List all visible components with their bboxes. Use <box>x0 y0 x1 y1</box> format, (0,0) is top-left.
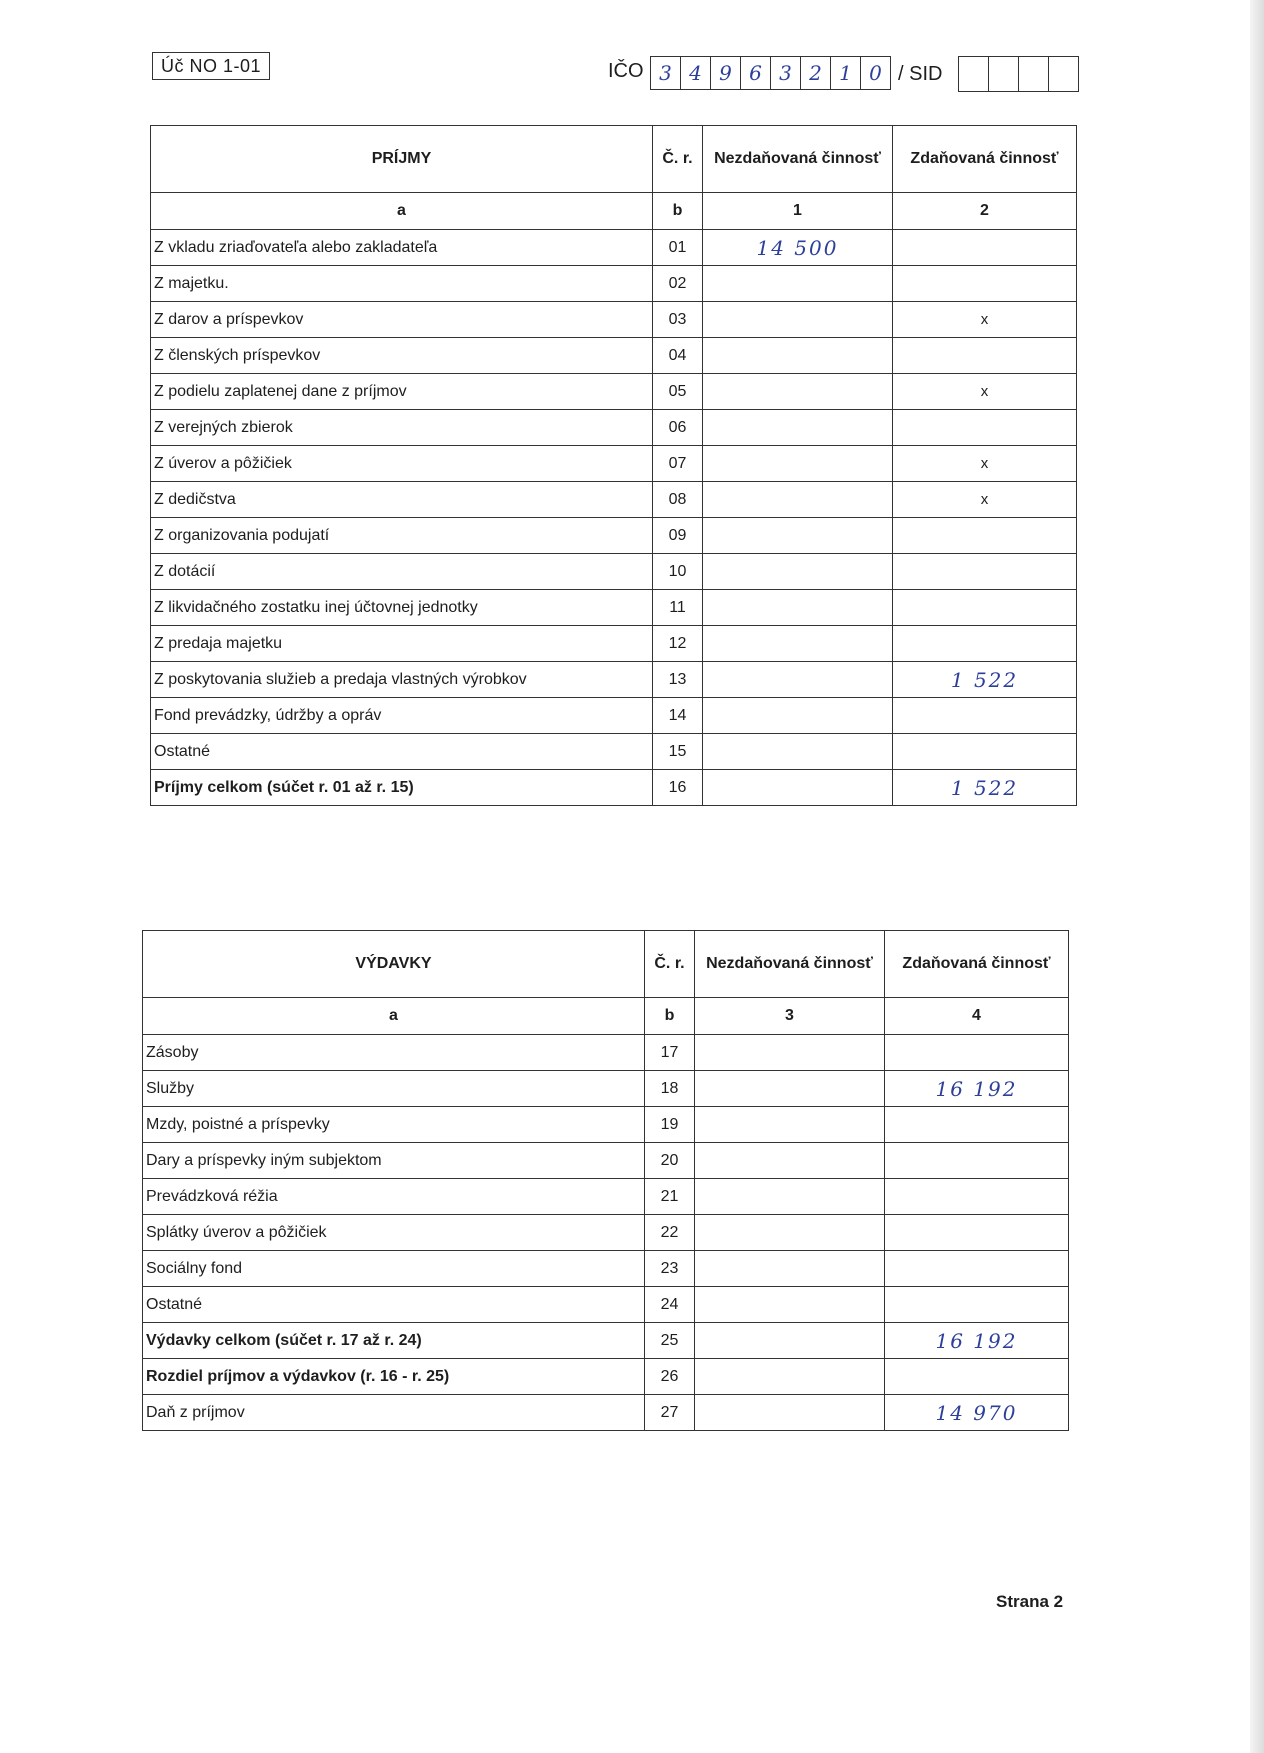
sid-box[interactable] <box>989 57 1019 91</box>
form-row <box>151 770 1077 806</box>
untaxed-amount-cell[interactable] <box>703 266 893 302</box>
sid-boxes <box>958 56 1079 92</box>
row-label: Z podielu zaplatenej dane z príjmov <box>151 374 653 410</box>
untaxed-amount-cell[interactable] <box>695 1395 885 1431</box>
row-label: Z likvidačného zostatku inej účtovnej jednotky <box>151 590 653 626</box>
sid-box[interactable] <box>959 57 989 91</box>
row-number: 10 <box>653 554 703 590</box>
sid-box[interactable] <box>1019 57 1049 91</box>
row-number: 11 <box>653 590 703 626</box>
form-row <box>143 1143 1069 1179</box>
expenses-subheader-row <box>143 998 1069 1035</box>
row-label: Sociálny fond <box>143 1251 645 1287</box>
form-row <box>151 302 1077 338</box>
ico-digit[interactable]: 2 <box>801 57 831 89</box>
untaxed-amount-cell[interactable] <box>703 734 893 770</box>
untaxed-amount-cell[interactable] <box>703 662 893 698</box>
taxed-amount-cell[interactable] <box>885 1107 1069 1143</box>
ico-digit[interactable]: 1 <box>831 57 861 89</box>
taxed-amount-cell[interactable] <box>893 518 1077 554</box>
expenses-table <box>142 930 1069 1431</box>
form-row <box>143 1179 1069 1215</box>
taxed-amount-cell[interactable] <box>893 230 1077 266</box>
form-row <box>143 1359 1069 1395</box>
taxed-amount-cell[interactable] <box>885 1359 1069 1395</box>
row-label: Výdavky celkom (súčet r. 17 až r. 24) <box>143 1323 645 1359</box>
column-code-a: a <box>143 998 645 1035</box>
row-number: 19 <box>645 1107 695 1143</box>
form-row <box>143 1215 1069 1251</box>
row-label: Mzdy, poistné a príspevky <box>143 1107 645 1143</box>
form-code: Úč NO 1-01 <box>152 52 270 80</box>
untaxed-amount-cell[interactable] <box>703 302 893 338</box>
untaxed-amount-cell[interactable] <box>703 410 893 446</box>
row-number: 09 <box>653 518 703 554</box>
ico-digit[interactable]: 3 <box>651 57 681 89</box>
row-label: Z členských príspevkov <box>151 338 653 374</box>
row-number: 26 <box>645 1359 695 1395</box>
ico-digit[interactable]: 3 <box>771 57 801 89</box>
untaxed-amount-cell[interactable] <box>695 1143 885 1179</box>
row-label: Dary a príspevky iným subjektom <box>143 1143 645 1179</box>
row-number: 20 <box>645 1143 695 1179</box>
row-label: Z vkladu zriaďovateľa alebo zakladateľa <box>151 230 653 266</box>
column-code-4: 4 <box>885 998 1069 1035</box>
form-row <box>143 1395 1069 1431</box>
form-row <box>151 590 1077 626</box>
taxed-amount-cell[interactable]: x <box>893 482 1077 518</box>
taxed-amount-cell[interactable]: 16 192 <box>885 1071 1069 1107</box>
untaxed-amount-cell[interactable] <box>703 590 893 626</box>
income-header-row <box>151 126 1077 193</box>
untaxed-amount-cell[interactable] <box>695 1251 885 1287</box>
column-code-a: a <box>151 193 653 230</box>
taxed-amount-cell[interactable] <box>893 410 1077 446</box>
untaxed-amount-cell[interactable] <box>695 1071 885 1107</box>
row-number: 21 <box>645 1179 695 1215</box>
form-row <box>151 338 1077 374</box>
row-label: Rozdiel príjmov a výdavkov (r. 16 - r. 25) <box>143 1359 645 1395</box>
form-row <box>143 1035 1069 1071</box>
row-number: 25 <box>645 1323 695 1359</box>
taxed-amount-cell[interactable] <box>893 590 1077 626</box>
income-subheader-row <box>151 193 1077 230</box>
untaxed-amount-cell[interactable] <box>695 1107 885 1143</box>
form-row <box>143 1251 1069 1287</box>
row-label: Splátky úverov a pôžičiek <box>143 1215 645 1251</box>
column-code-b: b <box>645 998 695 1035</box>
untaxed-amount-cell[interactable] <box>703 554 893 590</box>
row-label: Z verejných zbierok <box>151 410 653 446</box>
row-label: Fond prevádzky, údržby a opráv <box>151 698 653 734</box>
form-row <box>151 518 1077 554</box>
row-label: Služby <box>143 1071 645 1107</box>
untaxed-activity-header: Nezdaňovaná činnosť <box>695 931 885 998</box>
ico-label: IČO <box>608 60 644 82</box>
form-row <box>151 554 1077 590</box>
row-number: 05 <box>653 374 703 410</box>
row-label: Z poskytovania služieb a predaja vlastných výrobkov <box>151 662 653 698</box>
taxed-amount-cell[interactable] <box>885 1179 1069 1215</box>
form-row <box>151 410 1077 446</box>
row-number: 27 <box>645 1395 695 1431</box>
form-row <box>143 1287 1069 1323</box>
row-number-header: Č. r. <box>645 931 695 998</box>
column-code-b: b <box>653 193 703 230</box>
taxed-amount-cell[interactable]: x <box>893 302 1077 338</box>
form-row <box>143 1323 1069 1359</box>
taxed-amount-cell[interactable] <box>885 1251 1069 1287</box>
ico-digit[interactable]: 6 <box>741 57 771 89</box>
row-number: 12 <box>653 626 703 662</box>
untaxed-amount-cell[interactable] <box>703 770 893 806</box>
ico-digit-boxes <box>650 56 891 90</box>
untaxed-amount-cell[interactable]: 14 500 <box>703 230 893 266</box>
row-label: Ostatné <box>143 1287 645 1323</box>
taxed-amount-cell[interactable]: 1 522 <box>893 770 1077 806</box>
untaxed-amount-cell[interactable] <box>695 1179 885 1215</box>
row-number: 04 <box>653 338 703 374</box>
untaxed-amount-cell[interactable] <box>703 626 893 662</box>
row-label: Z majetku. <box>151 266 653 302</box>
taxed-amount-cell[interactable] <box>893 626 1077 662</box>
form-row <box>151 662 1077 698</box>
untaxed-amount-cell[interactable] <box>695 1323 885 1359</box>
ico-digit[interactable]: 9 <box>711 57 741 89</box>
row-label: Prevádzková réžia <box>143 1179 645 1215</box>
row-number: 22 <box>645 1215 695 1251</box>
row-number: 07 <box>653 446 703 482</box>
row-number: 13 <box>653 662 703 698</box>
row-label: Z organizovania podujatí <box>151 518 653 554</box>
form-row <box>151 734 1077 770</box>
taxed-amount-cell[interactable]: 1 522 <box>893 662 1077 698</box>
row-number: 18 <box>645 1071 695 1107</box>
untaxed-amount-cell[interactable] <box>703 446 893 482</box>
row-number: 02 <box>653 266 703 302</box>
taxed-amount-cell[interactable] <box>893 266 1077 302</box>
row-number: 24 <box>645 1287 695 1323</box>
row-number: 08 <box>653 482 703 518</box>
untaxed-amount-cell[interactable] <box>703 482 893 518</box>
expenses-header-row <box>143 931 1069 998</box>
taxed-amount-cell[interactable] <box>885 1143 1069 1179</box>
form-row <box>151 698 1077 734</box>
untaxed-amount-cell[interactable] <box>695 1215 885 1251</box>
taxed-amount-cell[interactable] <box>893 698 1077 734</box>
column-code-2: 2 <box>893 193 1077 230</box>
taxed-activity-header: Zdaňovaná činnosť <box>893 126 1077 193</box>
taxed-amount-cell[interactable] <box>893 734 1077 770</box>
untaxed-amount-cell[interactable] <box>703 374 893 410</box>
taxed-amount-cell[interactable]: x <box>893 446 1077 482</box>
ico-digit[interactable]: 0 <box>869 61 882 85</box>
row-number: 15 <box>653 734 703 770</box>
row-label: Z darov a príspevkov <box>151 302 653 338</box>
column-code-3: 3 <box>695 998 885 1035</box>
form-row <box>151 446 1077 482</box>
taxed-amount-cell[interactable]: x <box>893 374 1077 410</box>
page-number: Strana 2 <box>996 1592 1064 1611</box>
form-row <box>151 266 1077 302</box>
untaxed-amount-cell[interactable] <box>695 1287 885 1323</box>
row-number-header: Č. r. <box>653 126 703 193</box>
untaxed-amount-cell[interactable] <box>703 518 893 554</box>
row-number: 23 <box>645 1251 695 1287</box>
expenses-title: VÝDAVKY <box>143 931 645 998</box>
taxed-activity-header: Zdaňovaná činnosť <box>885 931 1069 998</box>
untaxed-amount-cell[interactable] <box>695 1359 885 1395</box>
taxed-amount-cell[interactable]: 14 970 <box>885 1395 1069 1431</box>
row-label: Zásoby <box>143 1035 645 1071</box>
form-row <box>151 626 1077 662</box>
row-number: 16 <box>653 770 703 806</box>
income-title: PRÍJMY <box>151 126 653 193</box>
untaxed-amount-cell[interactable] <box>703 698 893 734</box>
taxed-amount-cell[interactable] <box>885 1287 1069 1323</box>
form-row <box>151 374 1077 410</box>
income-table <box>150 125 1077 806</box>
untaxed-amount-cell[interactable] <box>703 338 893 374</box>
row-number: 06 <box>653 410 703 446</box>
row-label: Z dedičstva <box>151 482 653 518</box>
sid-label: / SID <box>898 63 943 85</box>
row-label: Príjmy celkom (súčet r. 01 až r. 15) <box>151 770 653 806</box>
row-label: Z úverov a pôžičiek <box>151 446 653 482</box>
untaxed-activity-header: Nezdaňovaná činnosť <box>703 126 893 193</box>
taxed-amount-cell[interactable] <box>885 1035 1069 1071</box>
sid-box[interactable] <box>1049 57 1078 91</box>
taxed-amount-cell[interactable] <box>885 1215 1069 1251</box>
row-number: 17 <box>645 1035 695 1071</box>
form-row <box>151 482 1077 518</box>
form-row <box>143 1071 1069 1107</box>
row-label: Z dotácií <box>151 554 653 590</box>
untaxed-amount-cell[interactable] <box>695 1035 885 1071</box>
row-number: 01 <box>653 230 703 266</box>
column-code-1: 1 <box>703 193 893 230</box>
row-number: 03 <box>653 302 703 338</box>
row-number: 14 <box>653 698 703 734</box>
row-label: Z predaja majetku <box>151 626 653 662</box>
taxed-amount-cell[interactable]: 16 192 <box>885 1323 1069 1359</box>
form-row <box>151 230 1077 266</box>
row-label: Daň z príjmov <box>143 1395 645 1431</box>
page-edge-shadow <box>1250 0 1264 1753</box>
ico-digit[interactable]: 4 <box>681 57 711 89</box>
form-row <box>143 1107 1069 1143</box>
taxed-amount-cell[interactable] <box>893 554 1077 590</box>
row-label: Ostatné <box>151 734 653 770</box>
taxed-amount-cell[interactable] <box>893 338 1077 374</box>
